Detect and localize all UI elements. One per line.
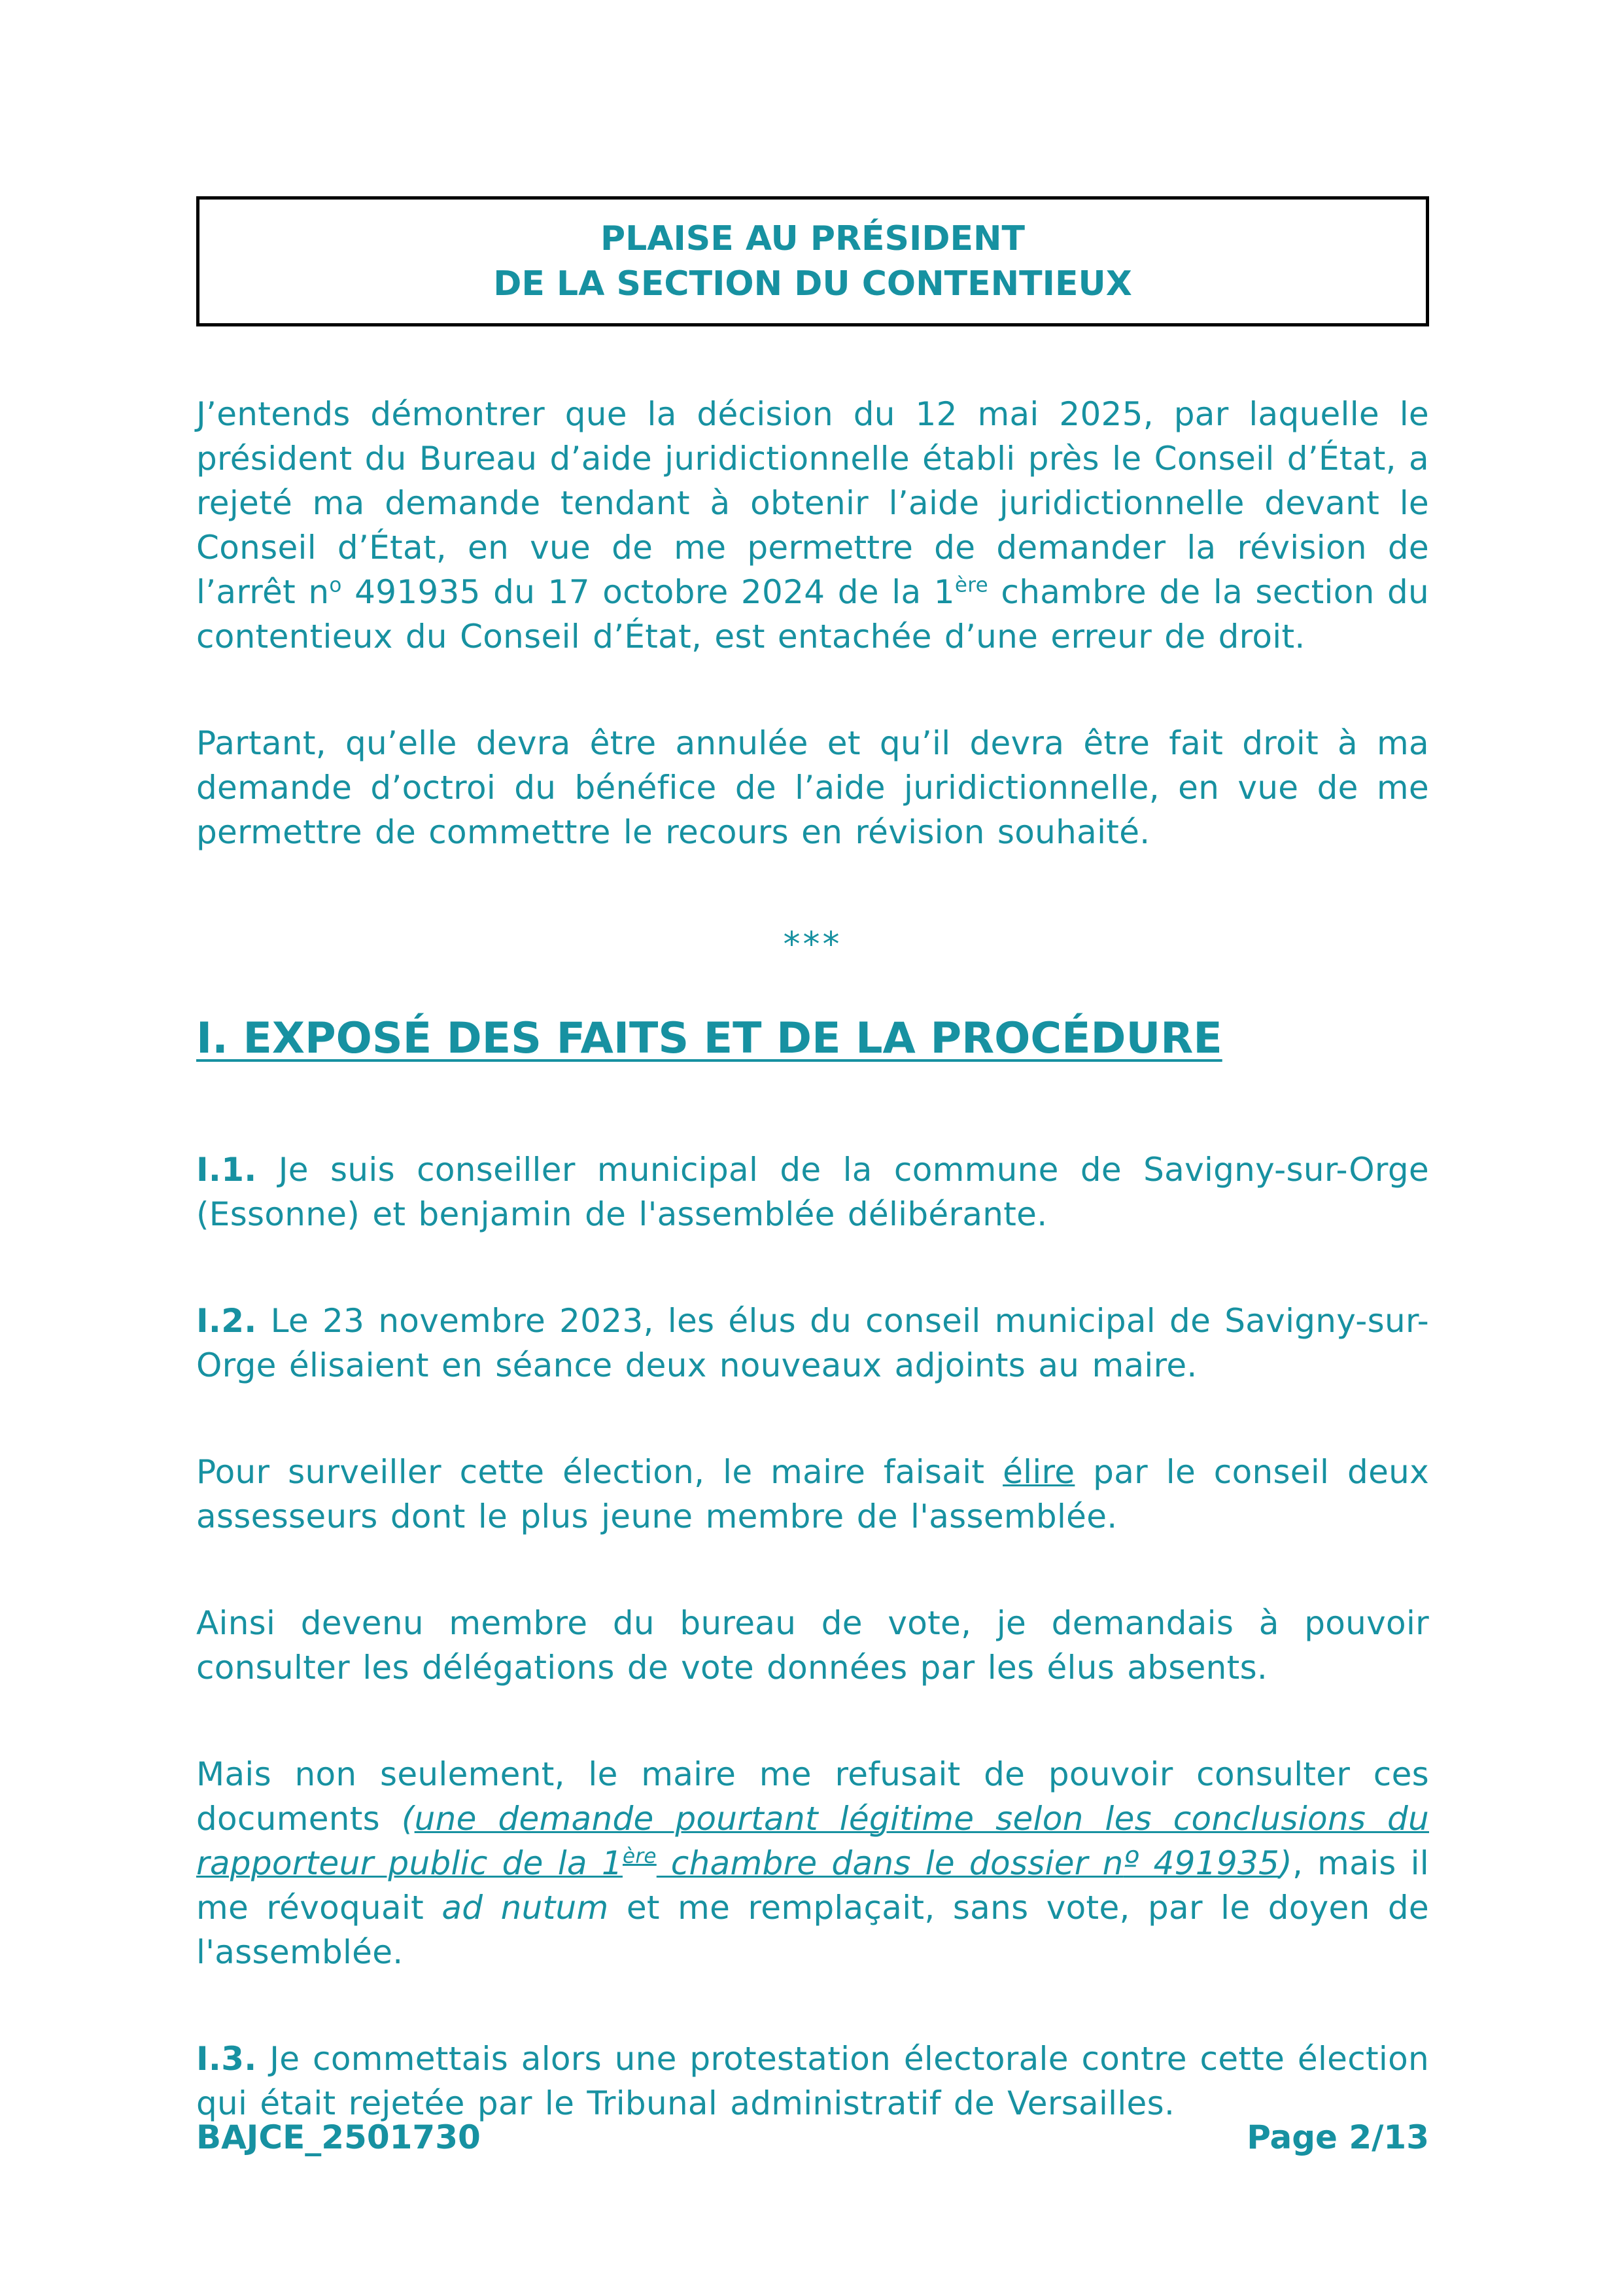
- title-line-2: DE LA SECTION DU CONTENTIEUX: [493, 264, 1132, 304]
- text-run: I.3.: [196, 2039, 257, 2078]
- page-footer: [196, 2118, 1429, 2156]
- text-run: ): [1279, 1844, 1292, 1882]
- text-run: Je suis conseiller municipal de la commune de Savigny-sur-Orge (Essonne) et benjamin de l'assemblée délibérante.: [196, 1150, 1429, 1233]
- footer-page-number: Page 2/13: [1247, 2118, 1429, 2156]
- text-run: Partant, qu’elle devra être annulée et qu’il devra être fait droit à ma demande d’octroi du bénéfice de l’aide juridictionnelle, en vue de me permettre de commettre le recours en révision souhaité.: [196, 724, 1429, 852]
- title-box: [196, 196, 1429, 326]
- paragraph-i1: [196, 1148, 1429, 1236]
- section-heading: I. EXPOSÉ DES FAITS ET DE LA PROCÉDURE: [196, 1014, 1222, 1064]
- text-run: , mais il me révoquait: [196, 1844, 1429, 1927]
- paragraph-mais-non-seulement: [196, 1752, 1429, 1974]
- text-run: Le 23 novembre 2023, les élus du conseil municipal de Savigny-sur-Orge élisaient en séance deux nouveaux adjoints au maire.: [196, 1301, 1429, 1384]
- separator-asterisks: ***: [783, 924, 842, 964]
- title-line-1: PLAISE AU PRÉSIDENT: [600, 219, 1026, 258]
- text-run: Mais non seulement, le maire me refusait de pouvoir consulter ces documents: [196, 1755, 1429, 1838]
- text-run: (: [401, 1799, 415, 1838]
- text-run: ère: [954, 573, 989, 597]
- text-run: et me remplaçait, sans vote, par le doyen de l'assemblée.: [196, 1888, 1429, 1971]
- text-run: Ainsi devenu membre du bureau de vote, je demandais à pouvoir consulter les délégations de vote données par les élus absents.: [196, 1603, 1429, 1687]
- text-run: I.1.: [196, 1150, 257, 1189]
- footer-doc-ref: BAJCE_2501730: [196, 2118, 481, 2156]
- paragraph-intro: [196, 392, 1429, 659]
- text-run: chambre de la section du contentieux du Conseil d’État, est entachée d’une erreur de droit.: [196, 573, 1430, 656]
- text-run: par le conseil deux assesseurs dont le plus jeune membre de l'assemblée.: [196, 1452, 1430, 1535]
- text-run: I.2.: [196, 1301, 257, 1340]
- text-run: ère: [622, 1844, 657, 1868]
- text-run: ad nutum: [441, 1888, 609, 1927]
- paragraph-pour-surveiller: [196, 1450, 1429, 1539]
- paragraph-i3: [196, 2037, 1429, 2126]
- text-run: 491935 du 17 octobre 2024 de la 1: [341, 573, 955, 612]
- paragraph-partant: [196, 721, 1429, 854]
- paragraph-ainsi-devenu: [196, 1601, 1429, 1690]
- text-run: élire: [1003, 1452, 1075, 1491]
- text-run: une demande pourtant légitime selon les conclusions du rapporteur public de la 1: [196, 1799, 1429, 1882]
- text-run: º 491935: [1123, 1844, 1280, 1882]
- paragraph-i2: [196, 1299, 1429, 1388]
- text-run: Pour surveiller cette élection, le maire faisait: [196, 1452, 1003, 1491]
- text-run: o: [329, 573, 342, 597]
- text-run: chambre dans le dossier n: [656, 1844, 1124, 1882]
- text-run: Je commettais alors une protestation électorale contre cette élection qui était rejetée par le Tribunal administratif de Versailles.: [196, 2039, 1429, 2122]
- text-run: J’entends démontrer que la décision du 12 mai 2025, par laquelle le président du Bureau d’aide juridictionnelle établi près le Conseil d’État, a rejeté ma demande tendant à obtenir l’aide juridictionnelle devant le Conseil d’État, en vue de me permettre de demander la révision de l’arrêt n: [196, 395, 1429, 612]
